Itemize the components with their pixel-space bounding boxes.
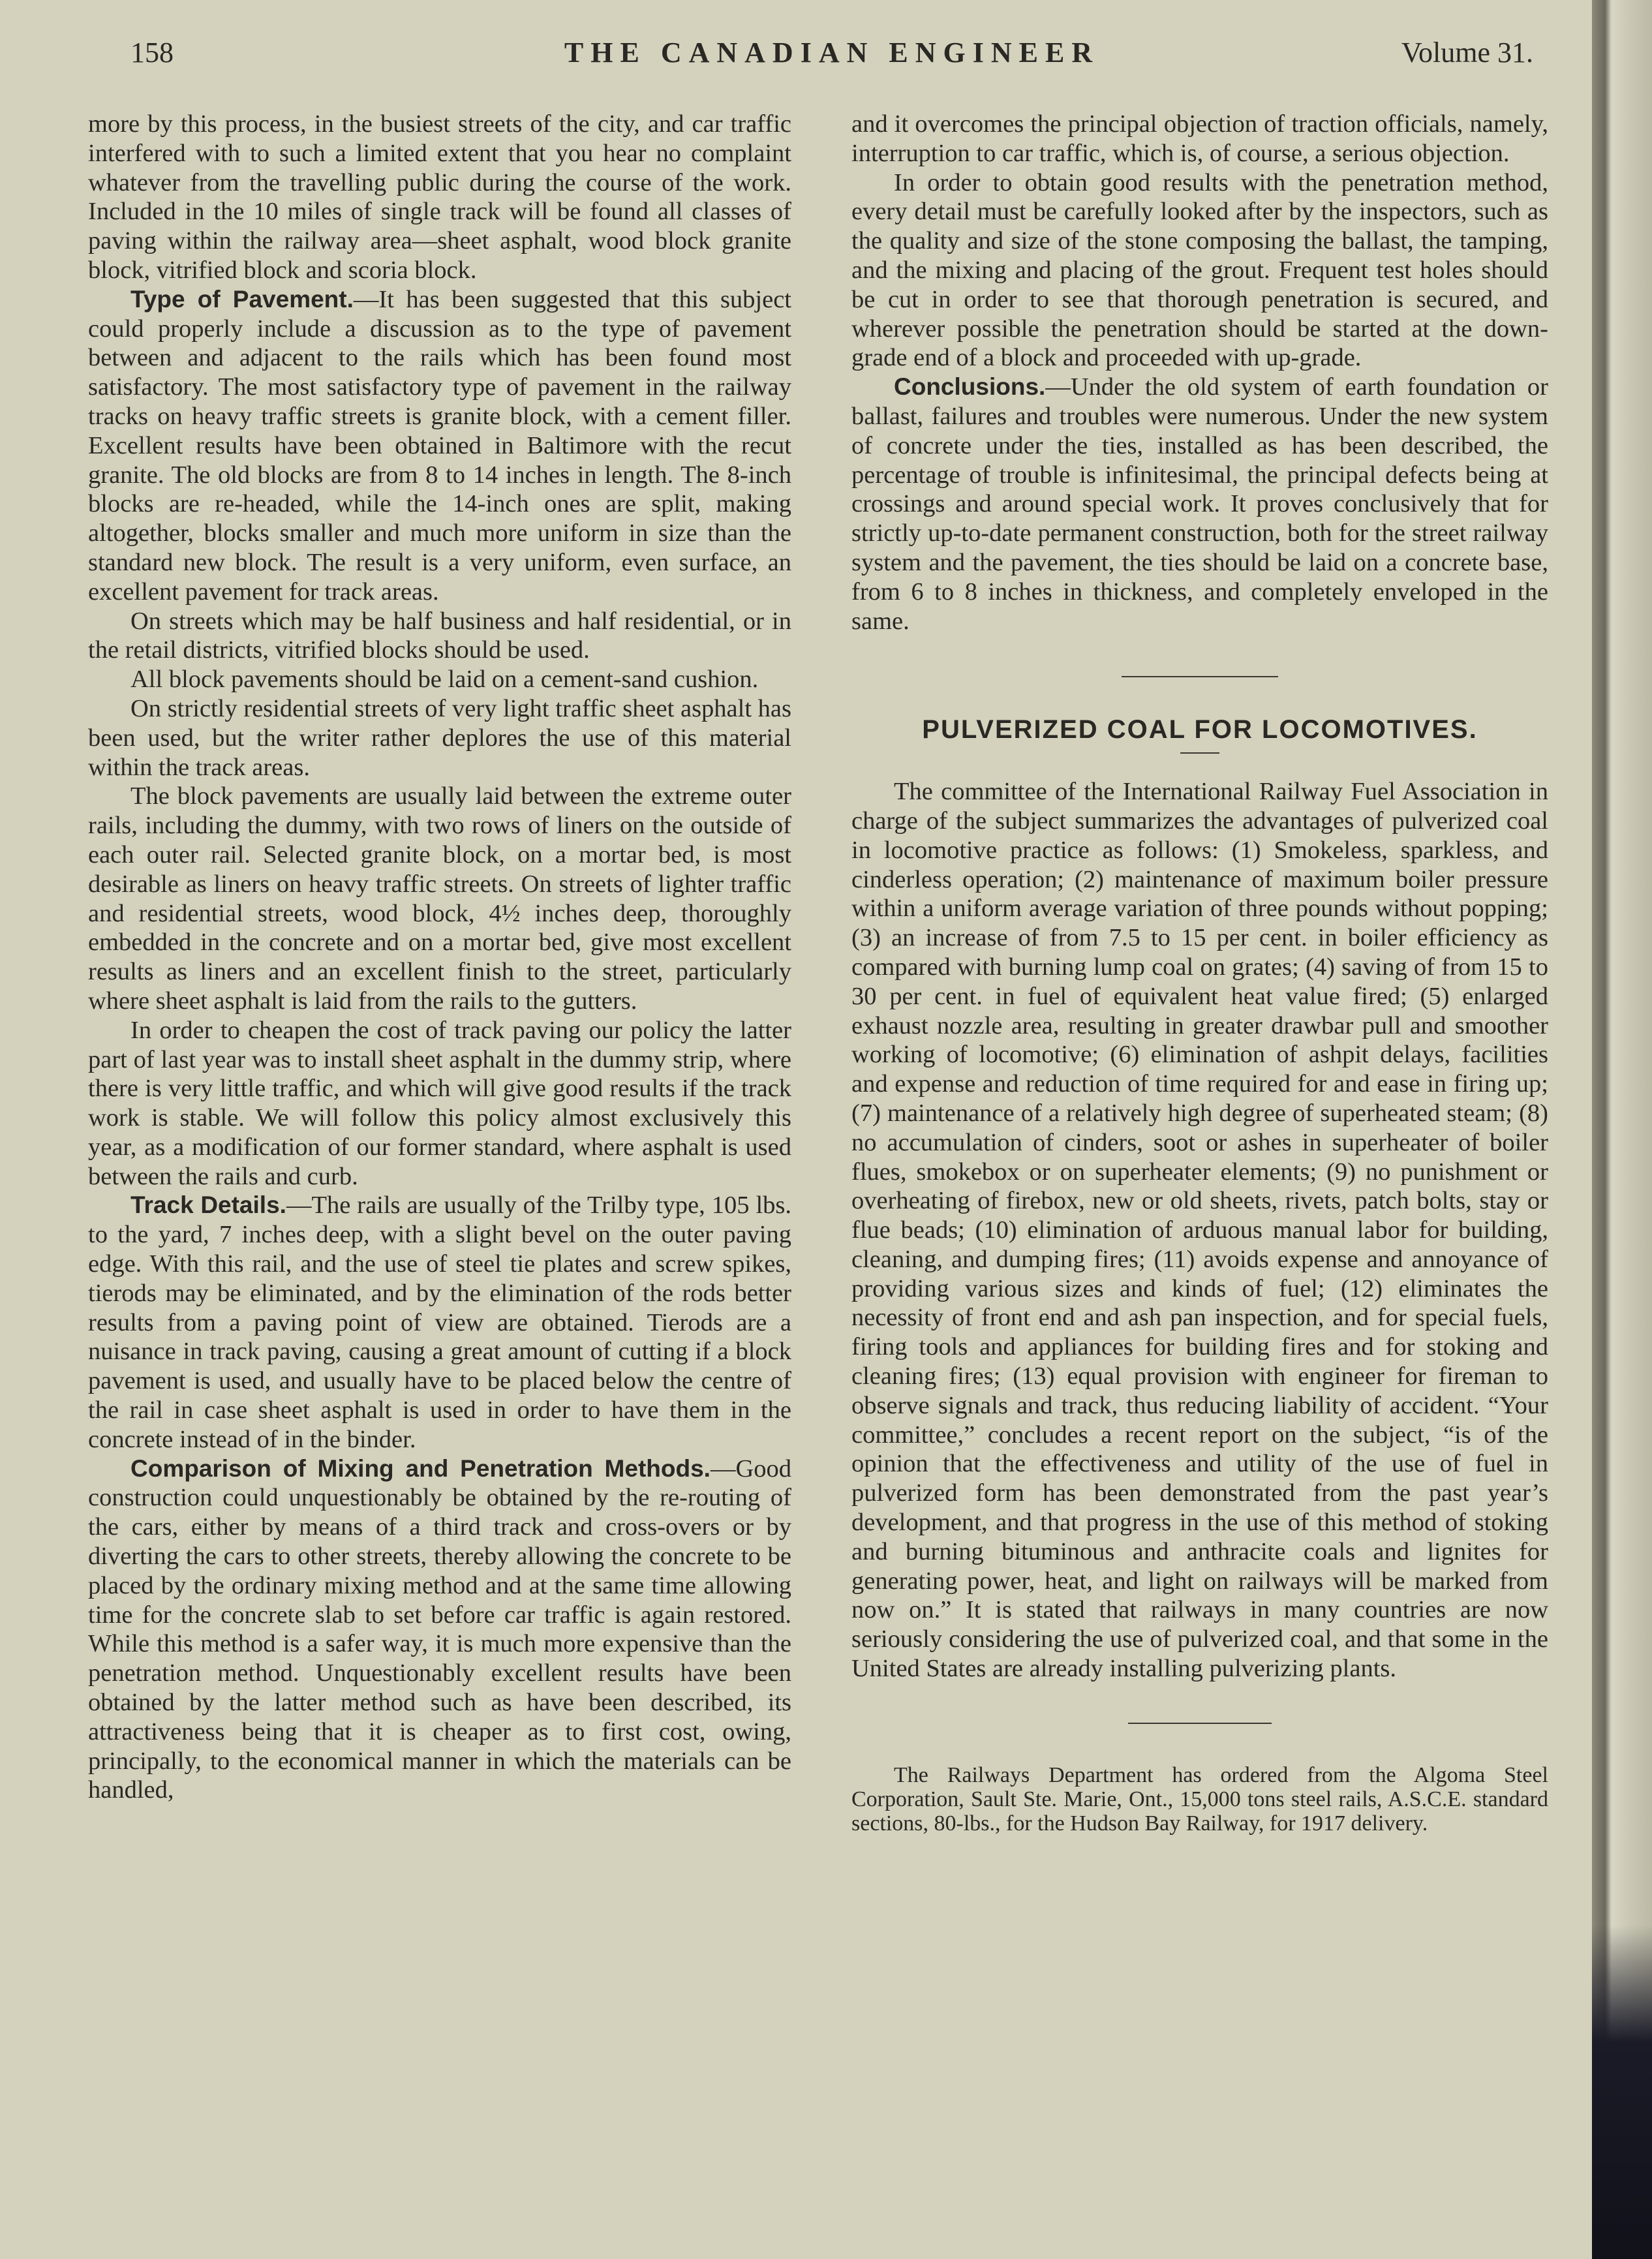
paragraph — [851, 373, 1548, 636]
paragraph-text: —The rails are usually of the Trilby type, 105 lbs. to the yard, 7 inches deep, with a slight bevel on the outer paving edge. With this rail, and the use of steel tie plates and screw spikes, tierods may be eliminated, and by the elimination of the rods better results from a paving point of view are obtained. Tierods are a nuisance in track paving, causing a great amount of cutting if a block pavement is used, and usually have to be placed below the centre of the rail in case sheet asphalt is used in order to have them in the concrete instead of in the binder. — [88, 1191, 791, 1453]
paragraph: more by this process, in the busiest streets of the city, and car traffic interfered with to such a limited extent that you hear no complaint whatever from the travelling public during the course of the work. Included in the 10 miles of single track will be found all classes of paving within the railway area—sheet asphalt, wood block granite block, vitrified block and scoria block. — [88, 110, 791, 284]
paragraph-text: —It has been suggested that this subject could properly include a discussion as to the type of pavement between and adjacent to the rails which has been found most satisfactory. The most satisfactory type of pavement in the railway tracks on heavy traffic streets is granite block, with a cement filler. Excellent results have been obtained in Baltimore with the recut granite. The old blocks are from 8 to 14 inches in length. The 8-inch blocks are re-headed, while the 14-inch ones are split, making altogether, blocks smaller and much more uniform in size than the standard new block. The result is a very uniform, even surface, an excellent pavement for track areas. — [88, 285, 791, 606]
right-column — [851, 110, 1548, 1836]
news-note — [851, 1763, 1548, 1836]
section-heading: Track Details. — [130, 1191, 286, 1219]
paragraph: and it overcomes the principal objection of traction officials, namely, interruption to car traffic, which is, of course, a serious objection. — [851, 110, 1548, 167]
paragraph: On streets which may be half business and half residential, or in the retail districts, vitrified blocks should be used. — [88, 607, 791, 664]
section-heading: Conclusions. — [894, 373, 1046, 401]
volume-label: Volume 31. — [1401, 37, 1533, 69]
paragraph: The block pavements are usually laid between the extreme outer rails, including the dummy, with two rows of liners on the outside of each outer rail. Selected granite block, on a mortar bed, is most desirable as liners on heavy traffic streets. On streets of lighter traffic and residential streets, wood block, 4½ inches deep, thoroughly embedded in the concrete and on a mortar bed, give most excellent results as liners and an excellent finish to the street, particularly where sheet asphalt is laid from the rails to the gutters. — [88, 782, 791, 1015]
note-text: The Railways Department has ordered from the Algoma Steel Corporation, Sault Ste. Marie, Ont., 15,000 tons steel rails, A.S.C.E. standard sections, 80-lbs., for the Hudson Bay Railway, for 1917 delivery. — [851, 1762, 1548, 1836]
section-heading: Comparison of Mixing and Penetration Methods. — [130, 1454, 711, 1482]
page-edge — [1592, 0, 1652, 2259]
paragraph: In order to obtain good results with the penetration method, every detail must be carefully looked after by the inspectors, such as the quality and size of the stone composing the ballast, the tamping, and the mixing and placing of the grout. Frequent test holes should be cut in order to see that thorough penetration is secured, and wherever possible the penetration should be started at the down-grade end of a block and proceeded with up-grade. — [851, 168, 1548, 372]
divider — [1128, 1723, 1272, 1724]
section-heading: Type of Pavement. — [130, 285, 354, 313]
page-header — [130, 36, 1533, 88]
divider — [1180, 752, 1219, 754]
paragraph-text: —Under the old system of earth foundation or ballast, failures and troubles were numerous. Under the new system of concrete under the ties, installed as has been described, the percentage of trouble is infinitesimal, the principal defects being at crossings and around special work. It proves conclusively that for strictly up-to-date permanent construction, both for the street railway system and the pavement, the ties should be laid on a concrete base, from 6 to 8 inches in thickness, and completely enveloped in the same. — [851, 373, 1548, 635]
paragraph — [88, 285, 791, 607]
paragraph — [88, 1191, 791, 1454]
paragraph — [88, 1454, 791, 1806]
left-column — [88, 110, 791, 1805]
page-edge-shadow — [1592, 1925, 1652, 2259]
paragraph: The committee of the International Railway Fuel Association in charge of the subject summarizes the advantages of pulverized coal in locomotive practice as follows: (1) Smokeless, sparkless, and cinderless operation; (2) maintenance of maximum boiler pressure within a uniform average variation of three pounds without popping; (3) an increase of from 7.5 to 15 per cent. in boiler efficiency as compared with burning lump coal on grates; (4) saving of from 15 to 30 per cent. in fuel of equivalent heat value fired; (5) enlarged exhaust nozzle area, resulting in greater drawbar pull and smoother working of locomotive; (6) elimination of ashpit delays, facilities and expense and reduction of time required for and ease in firing up; (7) maintenance of a relatively high degree of superheated steam; (8) no accumulation of cinders, soot or ashes in superheater of boiler flues, smokebox or on superheater elements; (9) no punishment or overheating of firebox, new or old sheets, rivets, patch bolts, stay or flue beads; (10) elimination of arduous manual labor for building, cleaning, and dumping fires; (11) avoids expense and annoyance of providing various sizes and kinds of fuel; (12) eliminates the necessity of front end and ash pan inspection, and for special fuels, firing tools and appliances for building fires and for stoking and cleaning fires; (13) equal provision with engineer for fireman to observe signals and track, thus reducing liability of accident. “Your committee,” concludes a recent report on the subject, “is of the opinion that the effectiveness and utility of the use of fuel in pulverized form has been demonstrated from the past year’s development, and that progress in the use of this method of stoking and burning bituminous and anthracite coals and lignites for generating power, heat, and light on railways will be marked from now on.” It is stated that railways in many countries are now seriously considering the use of pulverized coal, and that some in the United States are already installing pulverizing plants. — [851, 778, 1548, 1683]
page-number: 158 — [130, 37, 174, 69]
divider — [1122, 676, 1278, 677]
journal-title: THE CANADIAN ENGINEER — [564, 37, 1100, 69]
paragraph: On strictly residential streets of very light traffic sheet asphalt has been used, but the writer rather deplores the use of this material within the track areas. — [88, 694, 791, 781]
paragraph: In order to cheapen the cost of track paving our policy the latter part of last year was to install sheet asphalt in the dummy strip, where there is very little traffic, and which will give good results if the track work is stable. We will follow this policy almost exclusively this year, as a modification of our former standard, where asphalt is used between the rails and curb. — [88, 1016, 791, 1190]
paragraph: All block pavements should be laid on a cement-sand cushion. — [130, 666, 759, 694]
paragraph-text: —Good construction could unquestionably be obtained by the re-routing of the cars, either by means of a third track and cross-overs or by diverting the cars to other streets, thereby allowing the concrete to be placed by the ordinary mixing method and at the same time allowing time for the concrete slab to set before car traffic is again restored. While this method is a safer way, it is much more expensive than the penetration method. Unquestionably excellent results have been obtained by the latter method such as have been described, its attractiveness being that it is cheaper as to first cost, owing, principally, to the economical manner in which the materials can be handled, — [88, 1454, 791, 1804]
article-title: PULVERIZED COAL FOR LOCOMOTIVES. — [922, 715, 1478, 745]
